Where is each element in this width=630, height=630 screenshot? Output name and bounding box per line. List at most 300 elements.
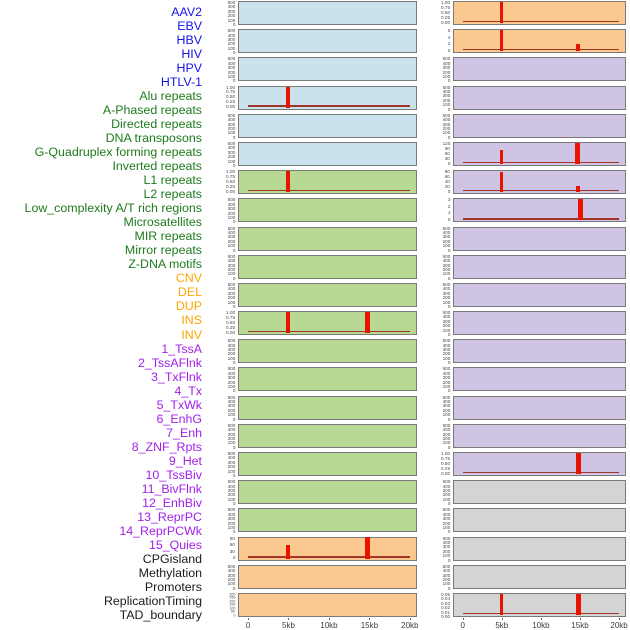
track-label: CPGisland xyxy=(142,551,202,566)
y-tick-label: 300 xyxy=(442,544,450,550)
y-tick-label: 400 xyxy=(442,229,450,236)
y-tick-label: 500 xyxy=(227,56,235,62)
plot-area xyxy=(453,283,626,307)
track-label: Z-DNA motifs xyxy=(128,257,202,272)
x-tick-label: 0 xyxy=(245,620,251,630)
track-panel xyxy=(204,28,417,56)
y-tick-label: 300 xyxy=(227,234,235,240)
y-tick-label: 300 xyxy=(227,206,235,212)
y-axis-tick-labels xyxy=(417,537,453,561)
y-tick-label: 100 xyxy=(227,468,235,474)
y-tick-label: 100 xyxy=(442,496,450,503)
x-tick-label: 20kb xyxy=(610,620,628,630)
y-axis-tick-labels xyxy=(204,0,238,28)
plot-area xyxy=(453,565,626,589)
y-tick-label: 1.00 xyxy=(440,451,450,457)
plot-area xyxy=(453,452,626,476)
y-tick-label: 500 xyxy=(442,535,450,541)
y-tick-label: 500 xyxy=(227,479,235,485)
y-tick-label: 400 xyxy=(442,540,450,546)
track-label: 15_Quies xyxy=(148,537,202,552)
y-tick-label: 0.00 xyxy=(225,188,235,194)
y-tick-label: 100 xyxy=(442,299,450,305)
y-axis-tick-labels xyxy=(417,142,453,166)
peak-spike xyxy=(500,150,504,164)
plot-area xyxy=(238,86,417,110)
y-tick-label: 0 xyxy=(232,219,235,225)
y-tick-label: 200 xyxy=(227,351,235,357)
y-tick-label: 500 xyxy=(442,84,450,90)
y-tick-label: 0 xyxy=(447,444,450,451)
y-tick-label: 100 xyxy=(227,355,235,362)
track-label: 12_EnhBiv xyxy=(142,495,202,510)
peak-spike xyxy=(576,186,580,192)
plot-area xyxy=(453,311,626,335)
y-axis-tick-labels xyxy=(417,170,453,194)
y-tick-label: 200 xyxy=(227,464,235,470)
y-tick-label: 500 xyxy=(442,394,450,400)
y-tick-label: 300 xyxy=(227,403,235,409)
y-tick-label: 500 xyxy=(227,112,235,119)
peak-spike xyxy=(576,453,581,474)
track-panel xyxy=(204,281,417,310)
baseline-trace xyxy=(463,162,619,164)
plot-area xyxy=(453,29,626,53)
peak-spike xyxy=(500,30,504,51)
y-tick-label: 2 xyxy=(447,41,450,47)
y-tick-label: 200 xyxy=(227,266,235,273)
y-tick-label: 300 xyxy=(227,459,235,466)
y-tick-label: 0.25 xyxy=(225,99,235,105)
y-tick-label: 200 xyxy=(227,154,235,160)
y-tick-label: 200 xyxy=(227,210,235,216)
plot-area xyxy=(238,227,417,251)
track-label: Promoters xyxy=(144,579,202,594)
y-tick-label: 400 xyxy=(227,455,235,461)
y-tick-label: 200 xyxy=(442,323,450,329)
y-tick-label: 0 xyxy=(447,160,450,166)
y-tick-label: 0 xyxy=(447,388,450,394)
plot-area xyxy=(238,198,417,222)
y-tick-label: 0 xyxy=(447,134,450,141)
plot-area xyxy=(238,339,417,363)
y-tick-label: 500 xyxy=(442,225,450,231)
track-panel xyxy=(204,253,417,282)
y-tick-label: 250 xyxy=(229,595,235,600)
y-axis-tick-labels xyxy=(417,338,453,366)
x-axis-left xyxy=(238,618,417,630)
y-tick-label: 500 xyxy=(227,563,235,570)
y-tick-label: 300 xyxy=(442,375,450,381)
track-panel xyxy=(204,338,417,366)
y-tick-label: 0.25 xyxy=(440,465,450,471)
y-tick-label: 200 xyxy=(442,436,450,442)
track-panel xyxy=(417,310,626,338)
y-axis-tick-labels xyxy=(417,29,453,53)
y-tick-label: 90 xyxy=(444,145,450,152)
y-tick-label: 0.00 xyxy=(440,19,450,25)
y-tick-label: 0 xyxy=(447,416,450,422)
track-panel xyxy=(204,507,417,535)
y-tick-label: 100 xyxy=(442,525,450,531)
track-label: HBV xyxy=(176,33,202,48)
y-tick-label: 1.00 xyxy=(225,84,235,90)
track-panel xyxy=(204,593,417,617)
x-tick-label: 15kb xyxy=(571,620,589,630)
y-tick-label: 500 xyxy=(442,112,450,119)
y-tick-label: 100 xyxy=(442,553,450,559)
track-label: TAD_boundary xyxy=(119,607,202,622)
y-tick-label: 0 xyxy=(232,22,235,28)
track-panel xyxy=(417,253,626,282)
plot-area xyxy=(453,198,626,222)
y-axis-tick-labels xyxy=(417,310,453,338)
track-label: HTLV-1 xyxy=(160,75,202,90)
y-tick-label: 300 xyxy=(227,121,235,127)
y-tick-label: 300 xyxy=(229,592,235,597)
plot-area xyxy=(238,57,417,81)
y-axis-tick-labels xyxy=(204,227,238,251)
y-tick-label: 500 xyxy=(227,422,235,429)
track-label: Alu repeats xyxy=(139,89,202,104)
y-tick-label: 0 xyxy=(447,216,450,223)
y-axis-tick-labels xyxy=(204,593,238,617)
y-axis-tick-labels xyxy=(417,422,453,451)
track-label-column xyxy=(0,6,204,623)
y-tick-label: 100 xyxy=(227,384,235,390)
baseline-trace xyxy=(463,472,619,474)
y-tick-label: 100 xyxy=(227,214,235,221)
track-label: DNA transposons xyxy=(105,131,202,146)
track-panel xyxy=(204,479,417,507)
track-label: HIV xyxy=(181,47,202,62)
y-axis-tick-labels xyxy=(417,253,453,282)
track-label: 11_BivFlnk xyxy=(141,481,202,496)
y-tick-label: 100 xyxy=(227,130,235,136)
y-tick-label: 100 xyxy=(442,243,450,249)
y-tick-label: 200 xyxy=(442,379,450,385)
y-tick-label: 1.00 xyxy=(225,169,235,175)
y-tick-label: 0 xyxy=(232,416,235,422)
y-tick-label: 500 xyxy=(227,225,235,231)
y-tick-label: 400 xyxy=(227,117,235,123)
baseline-trace xyxy=(463,613,619,615)
track-panel xyxy=(417,29,626,53)
y-tick-label: 100 xyxy=(227,525,235,531)
y-tick-label: 0.50 xyxy=(225,94,235,100)
y-tick-label: 100 xyxy=(227,243,235,249)
plot-area xyxy=(453,593,626,617)
y-tick-label: 100 xyxy=(442,440,450,446)
y-tick-label: 0 xyxy=(447,275,450,282)
y-tick-label: 200 xyxy=(227,436,235,442)
y-tick-label: 200 xyxy=(442,126,450,132)
y-tick-label: 400 xyxy=(227,399,235,405)
track-label: DEL xyxy=(177,285,202,300)
y-tick-label: 400 xyxy=(227,60,235,67)
y-tick-label: 90 xyxy=(229,535,235,541)
track-label: 14_ReprPCWk xyxy=(119,523,202,538)
y-tick-label: 300 xyxy=(227,375,235,381)
track-label: Directed repeats xyxy=(111,117,202,132)
y-tick-label: 0 xyxy=(232,613,235,618)
peak-spike xyxy=(500,2,504,23)
track-panel xyxy=(417,56,626,84)
y-tick-label: 200 xyxy=(442,266,450,273)
peak-spike xyxy=(286,171,290,192)
y-tick-label: 0.25 xyxy=(225,324,235,331)
y-tick-label: 400 xyxy=(442,568,450,574)
y-axis-tick-labels xyxy=(417,563,453,592)
y-tick-label: 100 xyxy=(442,271,450,277)
y-tick-label: 400 xyxy=(442,483,450,489)
y-tick-label: 0 xyxy=(232,444,235,451)
plot-area xyxy=(238,114,417,138)
y-tick-label: 0.05 xyxy=(440,591,450,598)
y-tick-label: 400 xyxy=(442,427,450,433)
track-panel xyxy=(204,112,417,141)
y-tick-label: 0 xyxy=(447,585,450,592)
y-tick-label: 30 xyxy=(444,155,450,161)
y-axis-tick-labels xyxy=(417,452,453,476)
y-axis-tick-labels xyxy=(204,86,238,110)
y-tick-label: 400 xyxy=(227,286,235,292)
y-tick-label: 300 xyxy=(442,234,450,240)
y-tick-label: 100 xyxy=(442,581,450,587)
y-tick-label: 200 xyxy=(442,69,450,75)
track-panel xyxy=(204,366,417,394)
y-tick-label: 200 xyxy=(227,41,235,47)
peak-spike xyxy=(286,87,290,108)
y-axis-tick-labels xyxy=(417,86,453,110)
peak-spike xyxy=(500,594,504,615)
y-tick-label: 400 xyxy=(227,201,235,208)
y-tick-label: 400 xyxy=(227,342,235,348)
y-tick-label: 200 xyxy=(442,492,450,498)
y-tick-label: 100 xyxy=(227,412,235,418)
y-tick-label: 0.75 xyxy=(440,455,450,462)
y-axis-tick-labels xyxy=(417,1,453,25)
y-tick-label: 200 xyxy=(227,69,235,75)
y-tick-label: 500 xyxy=(227,394,235,400)
y-tick-label: 500 xyxy=(442,422,450,429)
y-tick-label: 0 xyxy=(232,303,235,310)
y-axis-tick-labels xyxy=(204,537,238,561)
y-axis-tick-labels xyxy=(204,112,238,141)
track-panel xyxy=(417,1,626,25)
y-tick-label: 0 xyxy=(447,332,450,338)
y-tick-label: 300 xyxy=(442,347,450,353)
y-tick-label: 400 xyxy=(442,342,450,348)
y-axis-tick-labels xyxy=(204,170,238,194)
y-tick-label: 3 xyxy=(447,197,450,203)
y-tick-label: 400 xyxy=(227,32,235,38)
track-panel xyxy=(417,563,626,592)
y-tick-label: 0.00 xyxy=(440,470,450,476)
track-panel xyxy=(417,366,626,394)
y-tick-label: 200 xyxy=(227,379,235,385)
y-tick-label: 400 xyxy=(227,258,235,264)
y-tick-label: 200 xyxy=(227,295,235,301)
peak-spike xyxy=(578,199,583,220)
y-tick-label: 100 xyxy=(227,45,235,52)
plot-area xyxy=(453,396,626,420)
y-tick-label: 0 xyxy=(232,388,235,394)
y-tick-label: 0 xyxy=(232,50,235,56)
y-axis-tick-labels xyxy=(204,507,238,535)
y-tick-label: 200 xyxy=(442,238,450,245)
y-tick-label: 300 xyxy=(227,290,235,296)
y-axis-tick-labels xyxy=(417,366,453,394)
baseline-trace xyxy=(248,190,410,192)
track-panel xyxy=(417,142,626,166)
y-tick-label: 0 xyxy=(447,501,450,507)
plot-area xyxy=(238,311,417,335)
track-panel xyxy=(204,86,417,110)
y-tick-label: 500 xyxy=(227,197,235,203)
y-axis-tick-labels xyxy=(417,396,453,420)
y-tick-label: 1.00 xyxy=(225,310,235,316)
y-tick-label: 100 xyxy=(442,384,450,390)
y-tick-label: 60 xyxy=(229,542,235,548)
x-tick-label: 0 xyxy=(460,620,465,630)
y-tick-label: 0 xyxy=(232,501,235,507)
y-tick-label: 120 xyxy=(442,140,450,147)
peak-spike xyxy=(365,312,370,333)
y-tick-label: 500 xyxy=(442,338,450,344)
y-tick-label: 0 xyxy=(232,275,235,282)
track-label: Mirror repeats xyxy=(124,243,202,258)
y-tick-label: 200 xyxy=(227,126,235,132)
plot-area xyxy=(453,255,626,279)
track-panel xyxy=(417,479,626,507)
y-axis-tick-labels xyxy=(417,112,453,141)
track-panel xyxy=(204,140,417,169)
y-tick-label: 0.75 xyxy=(225,174,235,180)
y-tick-label: 0 xyxy=(447,529,450,535)
y-tick-label: 100 xyxy=(442,327,450,333)
y-tick-label: 500 xyxy=(227,451,235,457)
x-tick-label: 5kb xyxy=(495,620,509,630)
y-tick-label: 500 xyxy=(442,507,450,513)
y-axis-tick-labels xyxy=(204,422,238,451)
y-tick-label: 300 xyxy=(442,262,450,268)
y-tick-label: 500 xyxy=(227,281,235,288)
y-tick-label: 500 xyxy=(227,338,235,344)
track-label: ReplicationTiming xyxy=(103,593,202,608)
baseline-trace xyxy=(463,49,619,51)
track-label: Inverted repeats xyxy=(112,159,202,174)
y-axis-tick-labels xyxy=(417,507,453,535)
x-tick-label: 5kb xyxy=(282,620,295,630)
y-tick-label: 0.02 xyxy=(440,605,450,611)
y-axis-tick-labels xyxy=(204,451,238,479)
y-tick-label: 400 xyxy=(442,89,450,95)
track-label: 1_TssA xyxy=(161,341,202,356)
plot-area xyxy=(238,1,417,25)
plot-area xyxy=(453,142,626,166)
track-label: 8_ZNF_Rpts xyxy=(131,439,202,454)
plot-area xyxy=(238,255,417,279)
track-panel xyxy=(417,507,626,535)
y-tick-label: 400 xyxy=(442,258,450,264)
y-tick-label: 50 xyxy=(231,609,235,614)
panel-column-right xyxy=(417,0,626,620)
y-tick-label: 100 xyxy=(227,581,235,587)
y-tick-label: 500 xyxy=(442,253,450,259)
track-panel xyxy=(417,396,626,420)
y-tick-label: 200 xyxy=(227,13,235,19)
track-label: L2 repeats xyxy=(143,187,202,202)
y-tick-label: 0 xyxy=(232,529,235,535)
y-tick-label: 200 xyxy=(442,295,450,301)
track-label: 10_TssBiv xyxy=(145,467,202,482)
y-tick-label: 400 xyxy=(442,286,450,292)
y-tick-label: 0 xyxy=(447,303,450,310)
y-tick-label: 300 xyxy=(442,516,450,522)
y-tick-label: 100 xyxy=(442,74,450,80)
y-tick-label: 0.75 xyxy=(225,89,235,95)
y-tick-label: 0 xyxy=(447,188,450,194)
y-tick-label: 40 xyxy=(444,178,450,185)
y-tick-label: 500 xyxy=(442,310,450,316)
y-tick-label: 0.04 xyxy=(440,596,450,602)
y-tick-label: 500 xyxy=(442,366,450,372)
y-axis-tick-labels xyxy=(204,366,238,394)
y-tick-label: 0.00 xyxy=(225,104,235,110)
y-tick-label: 0.50 xyxy=(225,178,235,185)
y-tick-label: 200 xyxy=(442,97,450,104)
y-tick-label: 400 xyxy=(442,314,450,320)
x-tick-label: 10kb xyxy=(532,620,550,630)
y-tick-label: 0 xyxy=(232,78,235,84)
y-tick-label: 400 xyxy=(227,370,235,377)
y-tick-label: 200 xyxy=(442,520,450,526)
y-tick-label: 100 xyxy=(227,74,235,80)
y-tick-label: 500 xyxy=(227,140,235,147)
plot-area xyxy=(453,508,626,532)
panel-column-left xyxy=(204,0,417,617)
baseline-trace xyxy=(248,331,410,333)
peak-spike xyxy=(365,537,370,558)
plot-area xyxy=(453,424,626,448)
y-tick-label: 100 xyxy=(442,355,450,362)
track-label: CNV xyxy=(175,271,202,286)
track-label: L1 repeats xyxy=(143,173,202,188)
y-tick-label: 0 xyxy=(232,360,235,366)
track-panel xyxy=(417,170,626,194)
peak-spike xyxy=(576,594,581,615)
x-tick-label: 20kb xyxy=(401,620,419,630)
y-axis-tick-labels xyxy=(417,227,453,251)
x-axis-right xyxy=(453,618,626,630)
y-tick-label: 0 xyxy=(447,78,450,84)
y-tick-label: 200 xyxy=(227,238,235,245)
y-tick-label: 0.03 xyxy=(440,600,450,607)
y-tick-label: 100 xyxy=(227,440,235,446)
track-panel xyxy=(417,422,626,451)
plot-area xyxy=(238,29,417,53)
y-axis-tick-labels xyxy=(204,479,238,507)
plot-area xyxy=(453,480,626,504)
y-tick-label: 2 xyxy=(447,203,450,210)
peak-spike xyxy=(576,44,581,52)
y-tick-label: 400 xyxy=(227,483,235,489)
plot-area xyxy=(238,424,417,448)
y-tick-label: 0 xyxy=(232,473,235,479)
plot-area xyxy=(453,114,626,138)
track-label: AAV2 xyxy=(171,5,202,19)
